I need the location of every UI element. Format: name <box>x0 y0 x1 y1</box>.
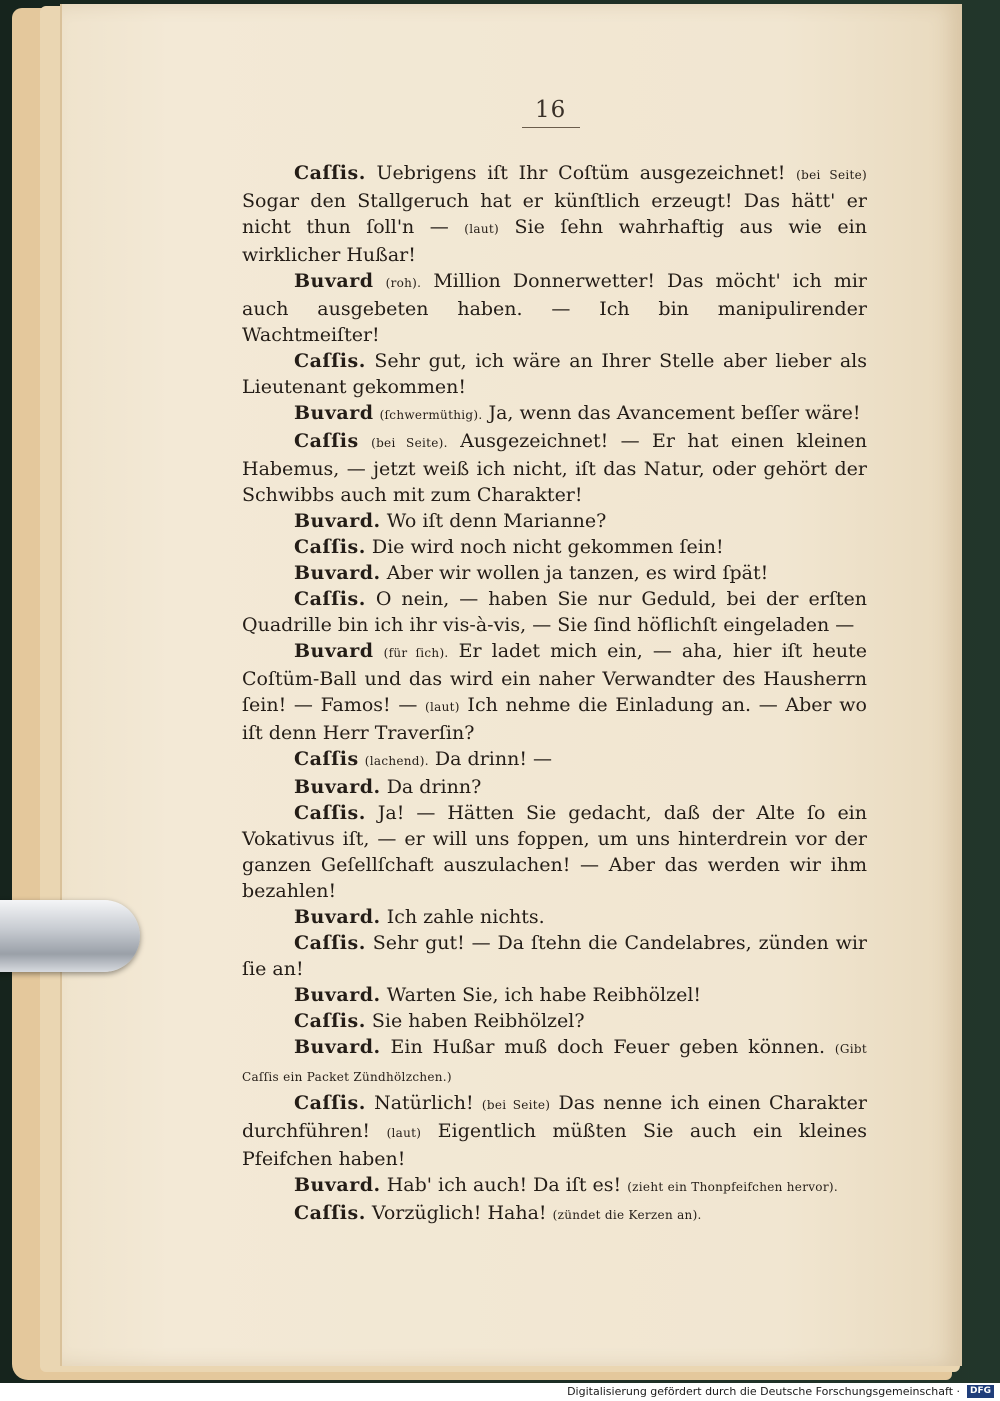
spoken-line: Sie ſehn wahrhaftig aus wie ein wirklicher Hußar! <box>242 216 867 266</box>
dialogue-entry <box>242 348 867 400</box>
dfg-logo: DFG <box>967 1385 994 1398</box>
page-number-rule <box>522 127 580 128</box>
speaker-name: Caſſis. <box>294 162 366 184</box>
spoken-line: Wo iſt denn Marianne? <box>386 510 607 532</box>
spoken-line: Warten Sie, ich habe Reibhölzel! <box>386 984 702 1006</box>
spoken-line: Uebrigens iſt Ihr Coſtüm ausgezeichnet! <box>376 162 797 184</box>
spoken-line: Hab' ich auch! Da iſt es! <box>386 1174 628 1196</box>
stage-direction: (laut) <box>464 222 500 236</box>
spoken-line: Ausgezeichnet! — Er hat einen kleinen Habemus, — jetzt weiß ich nicht, iſt das Natur, oder gehört der Schwibbs auch mit zum Charakter! <box>242 430 867 506</box>
spoken-line: Er ladet mich ein, — aha, hier iſt heute Coſtüm-Ball und das wird ein naher Verwandter des Hausherrn ſein! — Famos! — <box>242 640 867 716</box>
spoken-line: Vorzüglich! Haha! <box>371 1202 553 1224</box>
spoken-line: Da drinn? <box>386 776 482 798</box>
dialogue-entry <box>242 586 867 638</box>
dialogue-entry <box>242 1034 867 1090</box>
speaker-name: Caſſis. <box>294 1010 366 1032</box>
dialogue-entry <box>242 428 867 508</box>
dialogue-entry <box>242 930 867 982</box>
stage-direction: (ſchwermüthig). <box>379 408 483 422</box>
spoken-line: Ja! — Hätten Sie gedacht, daß der Alte ſo ein Vokativus iſt, — er will uns foppen, um uns hinterdrein vor der ganzen Geſellſchaft auszulachen! — Aber das werden wir ihm bezahlen! <box>242 802 867 902</box>
dialogue-entry <box>242 400 867 428</box>
stage-direction: (zieht ein Thonpfeifchen hervor). <box>627 1180 838 1194</box>
dialogue-entry <box>242 160 867 268</box>
speaker-name: Buvard. <box>294 906 381 928</box>
speaker-name: Buvard. <box>294 776 381 798</box>
speaker-name: Buvard. <box>294 984 381 1006</box>
dialogue-text <box>242 160 867 1228</box>
dialogue-entry <box>242 508 867 534</box>
dialogue-entry <box>242 534 867 560</box>
speaker-name: Caſſis. <box>294 1092 366 1114</box>
speaker-name: Buvard. <box>294 1036 381 1058</box>
dialogue-entry <box>242 746 867 774</box>
spoken-line: Ja, wenn das Avancement beſſer wäre! <box>482 402 861 424</box>
speaker-name: Buvard. <box>294 510 381 532</box>
stage-direction: (bei Seite) <box>796 168 867 182</box>
spoken-line: Sie haben Reibhölzel? <box>371 1010 585 1032</box>
dialogue-entry <box>242 800 867 904</box>
speaker-name: Caſſis. <box>294 588 366 610</box>
spoken-line: Eigentlich müßten Sie auch ein kleines Pfeifchen haben! <box>242 1120 867 1170</box>
page-number: 16 <box>535 97 567 123</box>
speaker-name: Buvard. <box>294 1174 381 1196</box>
speaker-name: Caſſis. <box>294 350 366 372</box>
speaker-name: Buvard <box>294 270 374 292</box>
dialogue-entry <box>242 982 867 1008</box>
speaker-name: Caſſis. <box>294 536 366 558</box>
digitization-footer <box>0 1383 1000 1401</box>
dialogue-entry <box>242 774 867 800</box>
stage-direction: (lachend). <box>364 754 429 768</box>
dialogue-entry <box>242 560 867 586</box>
spoken-line: Million Donnerwetter! Das möcht' ich mir auch ausgebeten haben. — Ich bin manipulirender Wachtmeiſter! <box>242 270 867 346</box>
spoken-line: Da drinn! — <box>428 748 553 770</box>
stage-direction: (bei Seite). <box>371 436 448 450</box>
dialogue-entry <box>242 638 867 746</box>
dialogue-entry <box>242 1172 867 1200</box>
holding-finger <box>0 900 140 972</box>
spoken-line: O nein, — haben Sie nur Geduld, bei der erſten Quadrille bin ich ihr vis-à-vis, — Sie ſind höflichſt eingeladen — <box>242 588 867 636</box>
stage-direction: (bei Seite) <box>481 1098 551 1112</box>
spoken-line: Ich nehme die Einladung an. — Aber wo iſt denn Herr Traverſin? <box>242 694 867 744</box>
speaker-name: Caſſis. <box>294 1202 366 1224</box>
speaker-name: Buvard <box>294 640 374 662</box>
speaker-name: Caſſis <box>294 430 359 452</box>
spoken-line: Sehr gut, ich wäre an Ihrer Stelle aber lieber als Lieutenant gekommen! <box>242 350 868 398</box>
speaker-name: Caſſis <box>294 748 359 770</box>
funding-credit: Digitalisierung gefördert durch die Deutsche Forschungsgemeinschaft · <box>567 1385 960 1398</box>
speaker-name: Caſſis. <box>294 932 366 954</box>
spoken-line: Die wird noch nicht gekommen ſein! <box>371 536 724 558</box>
spoken-line: Das nenne ich einen Charakter durchführen! <box>242 1092 867 1142</box>
dialogue-entry <box>242 268 867 348</box>
spoken-line: Ich zahle nichts. <box>386 906 545 928</box>
speaker-name: Caſſis. <box>294 802 366 824</box>
stage-direction: (Gibt Caſſis ein Packet Zündhölzchen.) <box>242 1042 867 1084</box>
stage-direction: (für ſich). <box>383 646 449 660</box>
spoken-line: Ein Hußar muß doch Feuer geben können. <box>390 1036 835 1058</box>
dialogue-entry <box>242 904 867 930</box>
speaker-name: Buvard <box>294 402 374 424</box>
stage-direction: (laut) <box>386 1126 422 1140</box>
dialogue-entry <box>242 1200 867 1228</box>
spoken-line: Sogar den Stallgeruch hat er künſtlich erzeugt! Das hätt' er nicht thun ſoll'n — <box>242 190 867 238</box>
stage-direction: (laut) <box>425 700 460 714</box>
spoken-line: Sehr gut! — Da ſtehn die Candelabres, zünden wir ſie an! <box>242 932 867 980</box>
dialogue-entry <box>242 1008 867 1034</box>
stage-direction: (zündet die Kerzen an). <box>552 1208 702 1222</box>
stage-direction: (roh). <box>385 276 422 290</box>
dialogue-entry <box>242 1090 867 1172</box>
spoken-line: Aber wir wollen ja tanzen, es wird ſpät! <box>386 562 769 584</box>
spoken-line: Natürlich! <box>374 1092 482 1114</box>
speaker-name: Buvard. <box>294 562 381 584</box>
